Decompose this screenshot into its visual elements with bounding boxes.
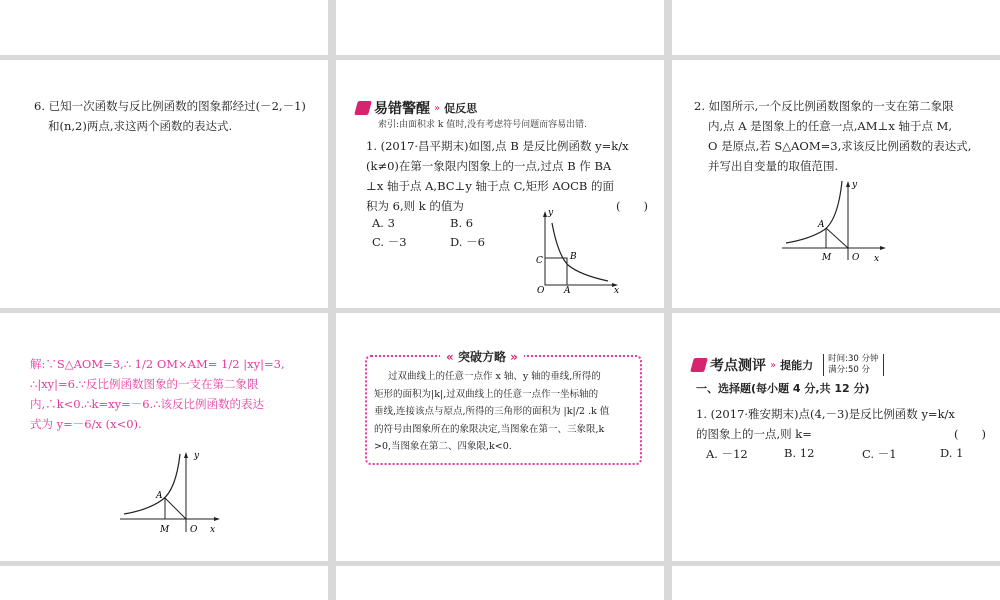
tupo-line4: 的符号由图象所在的象限决定,当图象在第一、三象限,k [374,423,605,435]
kaodian-q1-line2: 的图象上的一点,则 k= [696,427,812,441]
kaodian-q1-line1: 1. (2017·雅安期末)点(4,－3)是反比例函数 y=k/x [696,407,955,421]
answer-blank: ( ) [954,427,986,441]
tupo-line5: >0,当图象在第二、四象限,k<0. [374,441,512,452]
answer-line2: ∴|xy|=6.∵反比例函数图象的一支在第二象限 [30,377,259,391]
label-x: x [614,286,620,293]
y-axis-arrow-icon [543,211,547,217]
option-a: A. 3 [372,216,395,230]
option-b: B. 12 [784,446,815,460]
slide-top-right [672,0,1000,55]
kaodian-options [706,446,1000,462]
question-2-line4: 并写出自变量的取值范围. [708,159,839,173]
x-axis-arrow-icon [214,517,220,521]
question-2-line3: O 是原点,若 S△AOM=3,求该反比例函数的表达式, [708,139,972,153]
option-b: B. 6 [450,216,474,230]
kaodian-subtitle: 提能力 [780,359,814,372]
label-x: x [210,525,216,535]
pencil-badge-icon [690,358,708,372]
tupo-line2: 矩形的面积为|k|,过双曲线上的任意一点作一坐标轴的 [374,388,599,400]
question-6-line2: 和(n,2)两点,求这两个函数的表达式. [48,119,233,133]
label-b: B [570,252,577,262]
segment-ao [165,498,186,519]
x-axis-arrow-icon [880,246,886,250]
yicuo-q1-line2: (k≠0)在第一象限内图象上的一点,过点 B 作 BA [366,159,612,173]
label-c: C [536,256,543,266]
tupo-text [374,368,636,456]
y-axis-arrow-icon [846,181,850,187]
yicuo-q1-line3: ⊥x 轴于点 A,BC⊥y 轴于点 C,矩形 AOCB 的面 [366,179,614,193]
hyperbola-curve [552,223,608,281]
label-m: M [822,253,832,263]
yicuo-options-row1 [372,216,528,230]
option-c: C. －1 [862,447,897,461]
double-chevron-icon: » [434,102,441,114]
label-a: A [564,286,571,293]
option-c: C. －3 [372,235,407,249]
slide-top-left [0,0,328,55]
slide-top-center [336,0,664,55]
question-2-line1: 2. 如图所示,一个反比例函数图象的一支在第二象限 [694,99,954,113]
label-o: O [190,525,198,535]
label-y: y [852,180,858,190]
tupo-header [440,348,524,365]
yicuo-q1-line1: 1. (2017·昌平期末)如图,点 B 是反比例函数 y=k/x [366,139,629,153]
yicuo-q1-line4: 积为 6,则 k 的值为 [366,199,464,213]
question-6 [34,96,324,136]
yicuo-subtitle: 促反思 [444,102,478,115]
answer-blank: ( ) [616,199,648,213]
pencil-badge-icon [354,101,372,115]
y-axis-arrow-icon [184,452,188,458]
yicuo-options-row2 [372,234,528,250]
label-x: x [874,254,880,264]
tupo-line3: 垂线,连接该点与原点,所得的三角形的面积为 |k|/2 .k 值 [374,406,610,417]
yicuo-index: 索引:由面积求 k 值时,没有考虑符号问题而容易出错. [378,120,587,130]
label-o: O [852,253,860,263]
question-6-line1: 6. 已知一次函数与反比例函数的图象都经过(－2,－1) [34,99,306,113]
tupo-title: 突破方略 [457,350,506,364]
answer-line4: 式为 y=－6/x (x<0). [30,417,142,431]
kaodian-title: 考点测评 [710,358,766,374]
kaodian-header [692,354,884,376]
yicuo-header [356,98,477,118]
slide-bottom-center [336,566,664,600]
question-2-figure [780,175,890,267]
option-d: D. 1 [940,446,964,460]
yicuo-question-1 [366,136,660,216]
answer-text [30,354,320,434]
section-title: 一、选择题(每小题 4 分,共 12 分) [696,382,870,395]
yicuo-figure [530,205,620,293]
label-y: y [194,451,200,461]
double-chevron-icon: » [770,359,777,371]
tupo-line1: 过双曲线上的任意一点作 x 轴、y 轴的垂线,所得的 [388,371,601,382]
label-y: y [548,208,554,218]
answer-line1: 解:∵S△AOM=3,∴ 1/2 OM×AM= 1/2 |xy|=3, [30,357,285,371]
label-a: A [156,491,163,501]
hyperbola-curve [786,181,842,243]
double-chevron-right-icon: » [510,350,518,364]
answer-figure [118,448,228,536]
option-a: A. －12 [706,447,748,461]
rectangle-aocb [545,258,567,285]
question-2-line2: 内,点 A 是图象上的任意一点,AM⊥x 轴于点 M, [708,119,953,133]
double-chevron-left-icon: « [446,350,454,364]
label-o: O [537,286,545,293]
time-score-box [823,354,883,376]
label-m: M [160,525,170,535]
answer-line3: 内,∴k<0.∴k=xy=－6.∴该反比例函数的表达 [30,397,265,411]
yicuo-title: 易错警醒 [374,101,430,117]
segment-ao [826,228,848,248]
slide-bottom-left [0,566,328,600]
full-score: 满分:50 分 [828,365,871,375]
slide-bottom-right [672,566,1000,600]
label-a: A [818,220,825,230]
option-d: D. －6 [450,235,485,249]
time-limit: 时间:30 分钟 [828,354,879,364]
question-2 [694,96,994,176]
kaodian-question-1 [696,404,992,444]
